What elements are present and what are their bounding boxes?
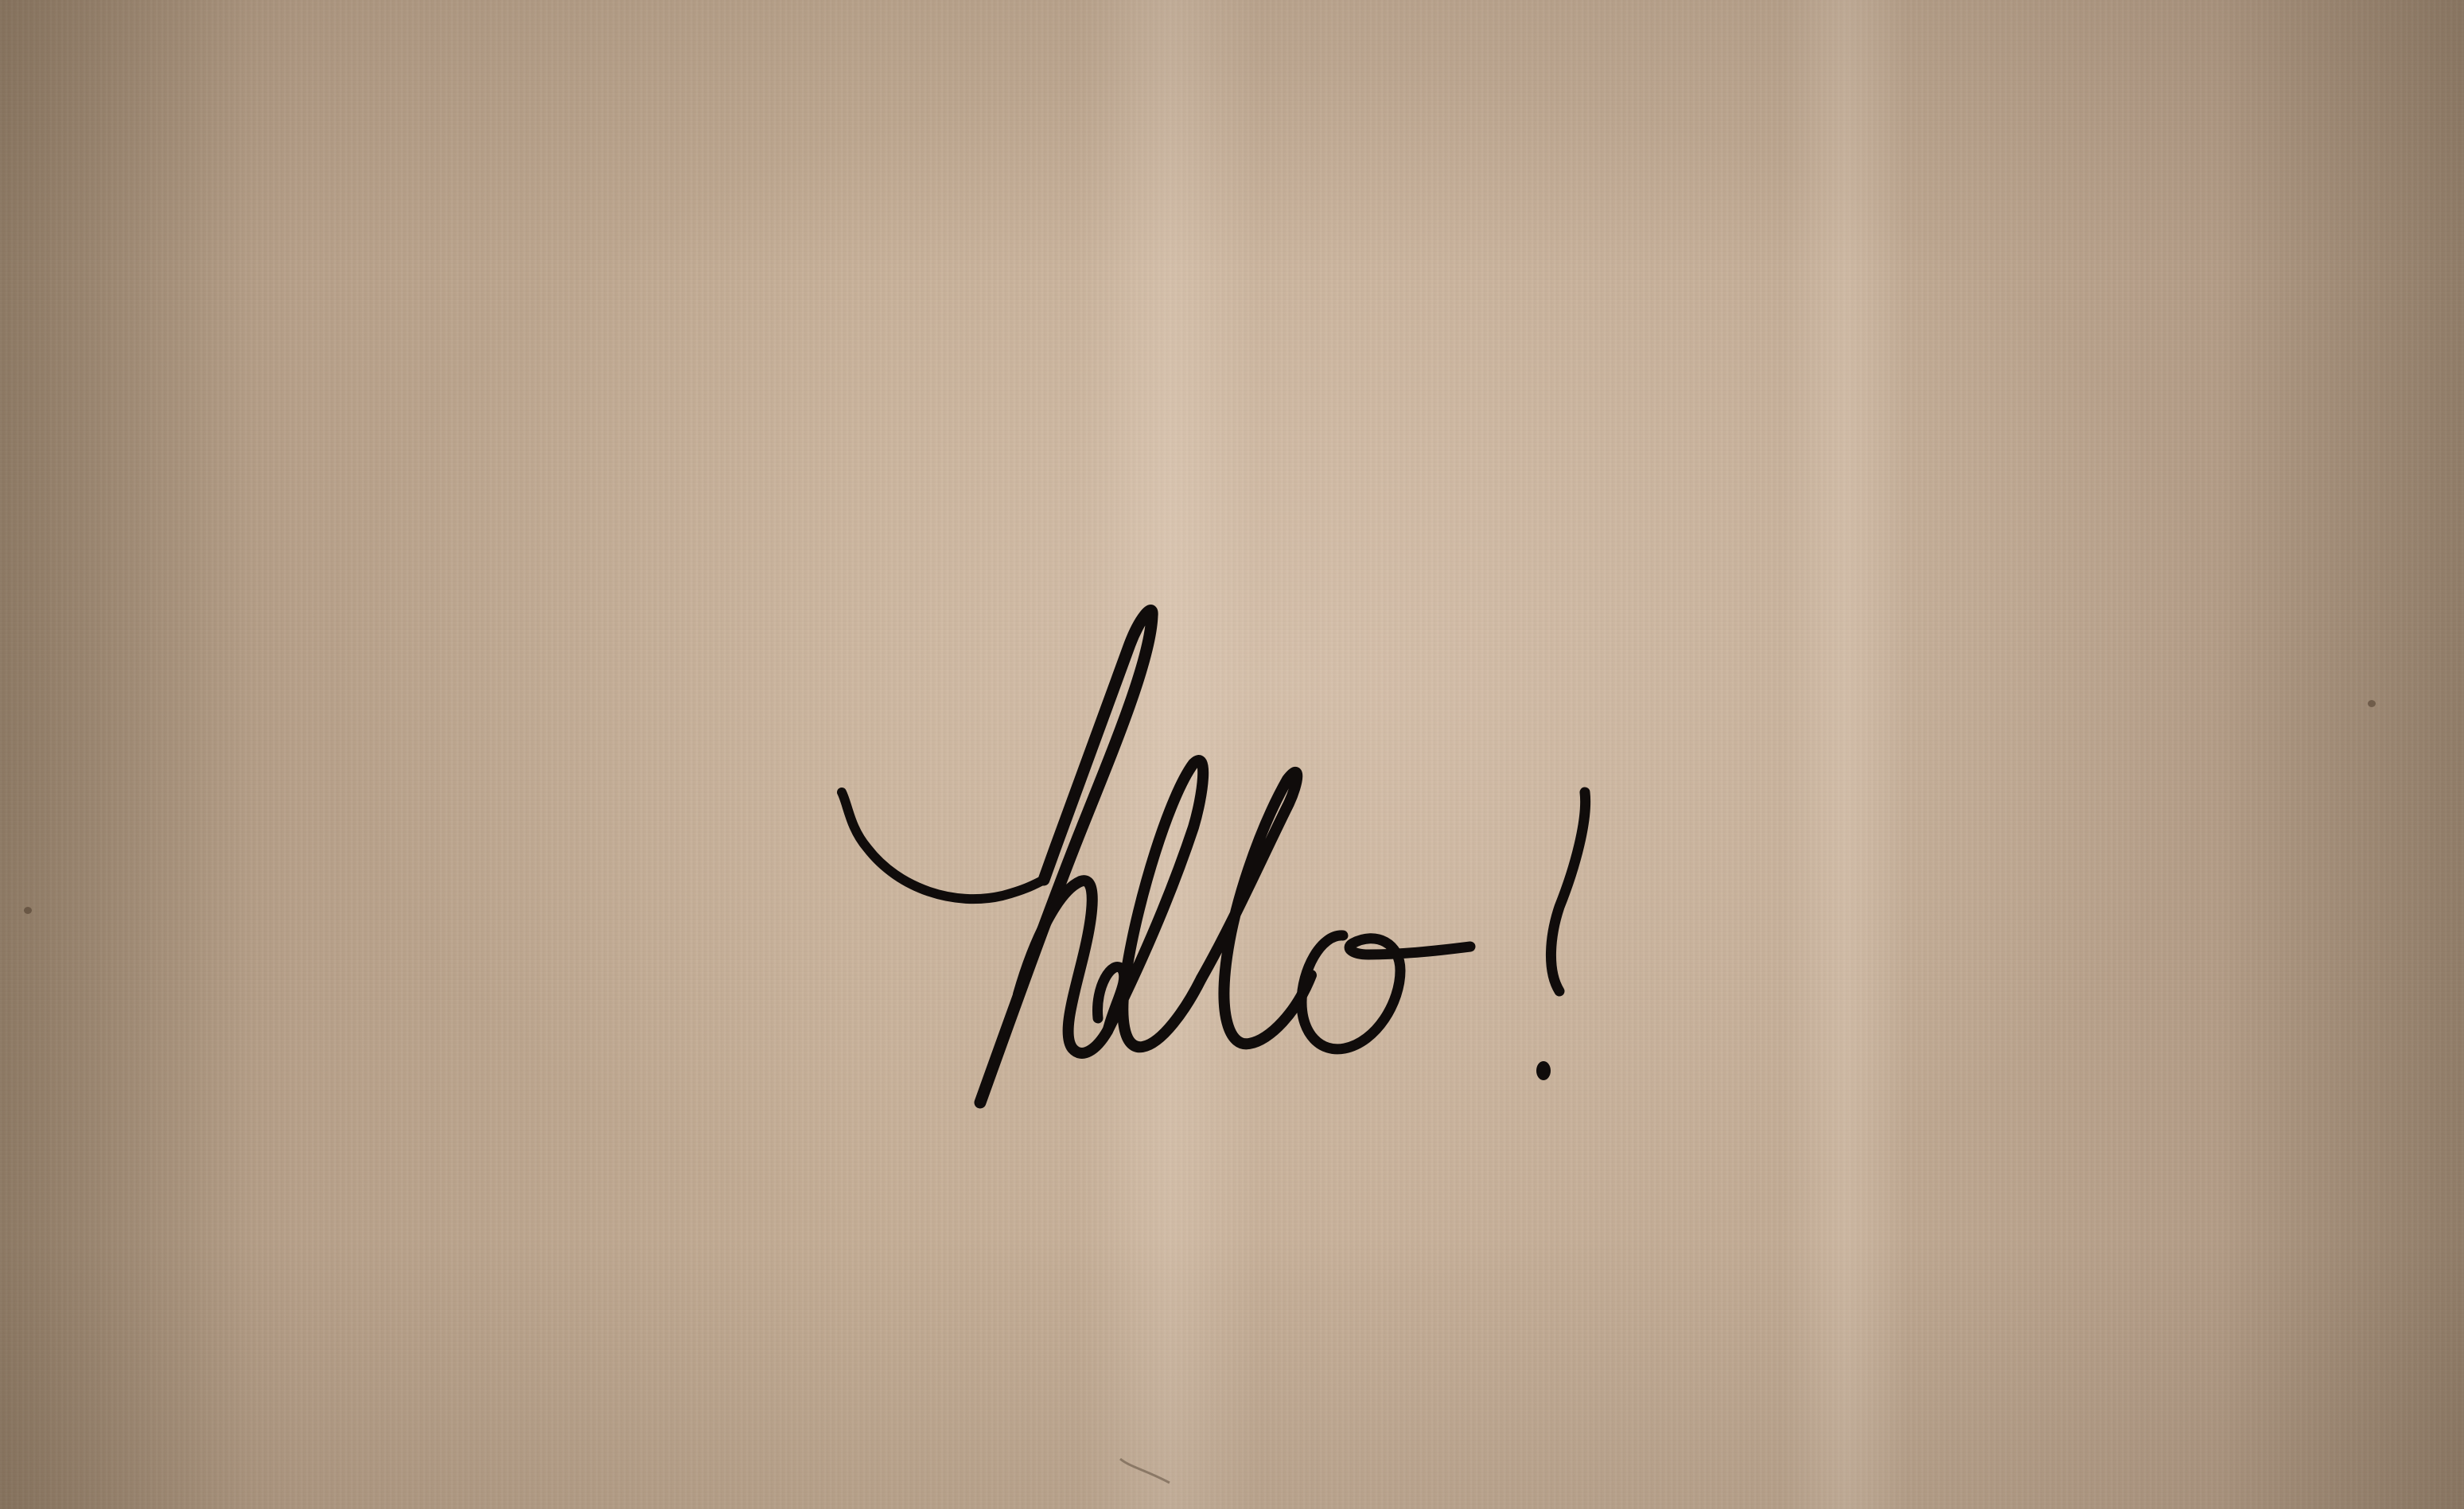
paper-fold-highlight [1082,0,1257,1509]
paper-speck [2368,700,2376,707]
paper-speck [24,907,32,914]
paper-fold-highlight [1782,0,1909,1509]
handwritten-word-text [987,795,1078,832]
